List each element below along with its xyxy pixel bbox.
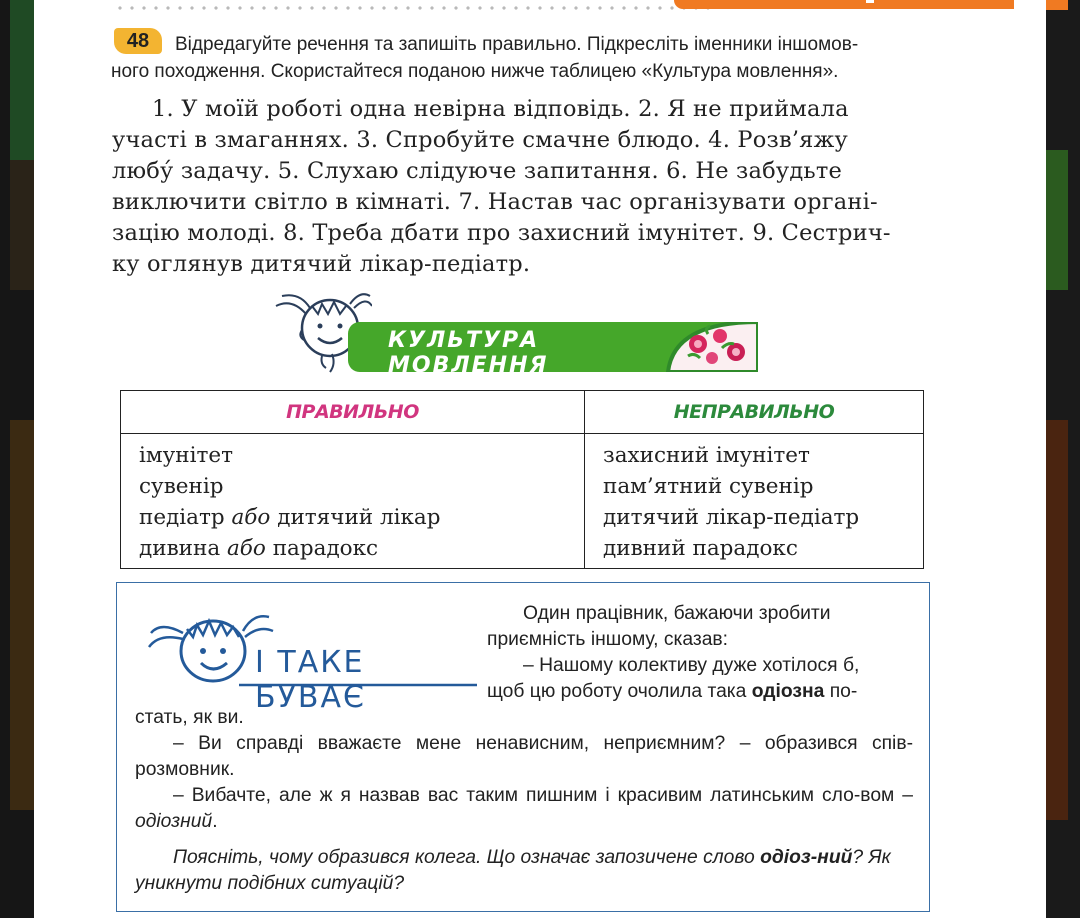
incorrect-entry: дивний парадокс (603, 536, 798, 561)
header-incorrect: НЕПРАВИЛЬНО (585, 391, 924, 434)
textbook-page (34, 0, 1046, 918)
left-background (0, 0, 34, 918)
culture-banner (262, 292, 782, 378)
sentence-line: любу́ задачу. 5. Слухаю слідуюче запитання. 6. Не забудьте (112, 158, 842, 184)
incorrect-entry: захисний імунітет (603, 443, 810, 468)
left-stripe (10, 0, 34, 160)
incorrect-entry: дитячий лікар-педіатр (603, 505, 860, 530)
story-line: – Нашому колективу дуже хотілося б, (523, 655, 860, 676)
box-question: Поясніть, чому образився колега. Що означає запозичене слово одіоз-ний? Як уникнути подібних ситуацій? (135, 847, 891, 894)
sentence-line: зацію молоді. 8. Треба дбати про захисний імунітет. 9. Сестрич- (112, 220, 891, 246)
orange-header-tab (674, 0, 1014, 9)
exercise-number-badge: 48 (114, 28, 162, 54)
story-paragraph: – Вибачте, але ж я назвав вас таким пишним і красивим латинським сло-вом – одіозний. (135, 785, 913, 832)
sentence-line: 1. У моїй роботі одна невірна відповідь. 2. Я не приймала (152, 96, 849, 122)
i-take-buvaie-box (116, 582, 930, 912)
instruction-line: Відредагуйте речення та запишіть правильно. Підкресліть іменники іншомов- (175, 34, 859, 55)
table-row (121, 434, 924, 569)
header-correct: ПРАВИЛЬНО (121, 391, 585, 434)
exercise-sentences (112, 94, 932, 280)
right-stripe (1046, 150, 1068, 290)
incorrect-entry: пам’ятний сувенір (603, 474, 814, 499)
dotted-rule (114, 6, 714, 10)
sentence-line: ку оглянув дитячий лікар-педіатр. (112, 251, 531, 277)
culture-banner-label: КУЛЬТУРА МОВЛЕННЯ (388, 328, 549, 378)
orange-header-mark (866, 0, 874, 3)
story-line: Один працівник, бажаючи зробити (523, 603, 831, 624)
story-line: приємність іншому, сказав: (487, 629, 729, 650)
story-paragraph: – Ви справді вважаєте мене ненависним, неприємним? – образився спів-розмовник. (135, 733, 913, 780)
right-stripe (1046, 420, 1068, 820)
correct-entry: дивина або парадокс (139, 536, 379, 561)
sentence-line: участі в змаганнях. 3. Спробуйте смачне блюдо. 4. Розв’яжу (112, 127, 848, 153)
box-text (135, 601, 913, 897)
instruction-line: ного походження. Скористайтеся поданою нижче таблицею «Культура мовлення». (111, 61, 839, 82)
correct-entry: педіатр або дитячий лікар (139, 505, 441, 530)
incorrect-column (585, 434, 924, 569)
correct-column (121, 434, 585, 569)
story-line: стать, як ви. (135, 707, 244, 728)
left-stripe (10, 160, 34, 290)
sentence-line: виключити світло в кімнаті. 7. Настав час організувати органі- (112, 189, 878, 215)
correct-entry: імунітет (139, 443, 233, 468)
box-logo-text: І ТАКЕ БУВАЄ (255, 645, 366, 715)
culture-table (120, 390, 924, 569)
correct-entry: сувенір (139, 474, 224, 499)
right-background (1046, 0, 1080, 918)
culture-banner-bar (348, 322, 758, 378)
table-header-row (121, 391, 924, 434)
right-stripe (1046, 0, 1068, 10)
left-stripe (10, 420, 34, 810)
story-line: щоб цю роботу очолила така одіозна по- (487, 681, 858, 702)
flower-ornament-icon (648, 322, 758, 372)
